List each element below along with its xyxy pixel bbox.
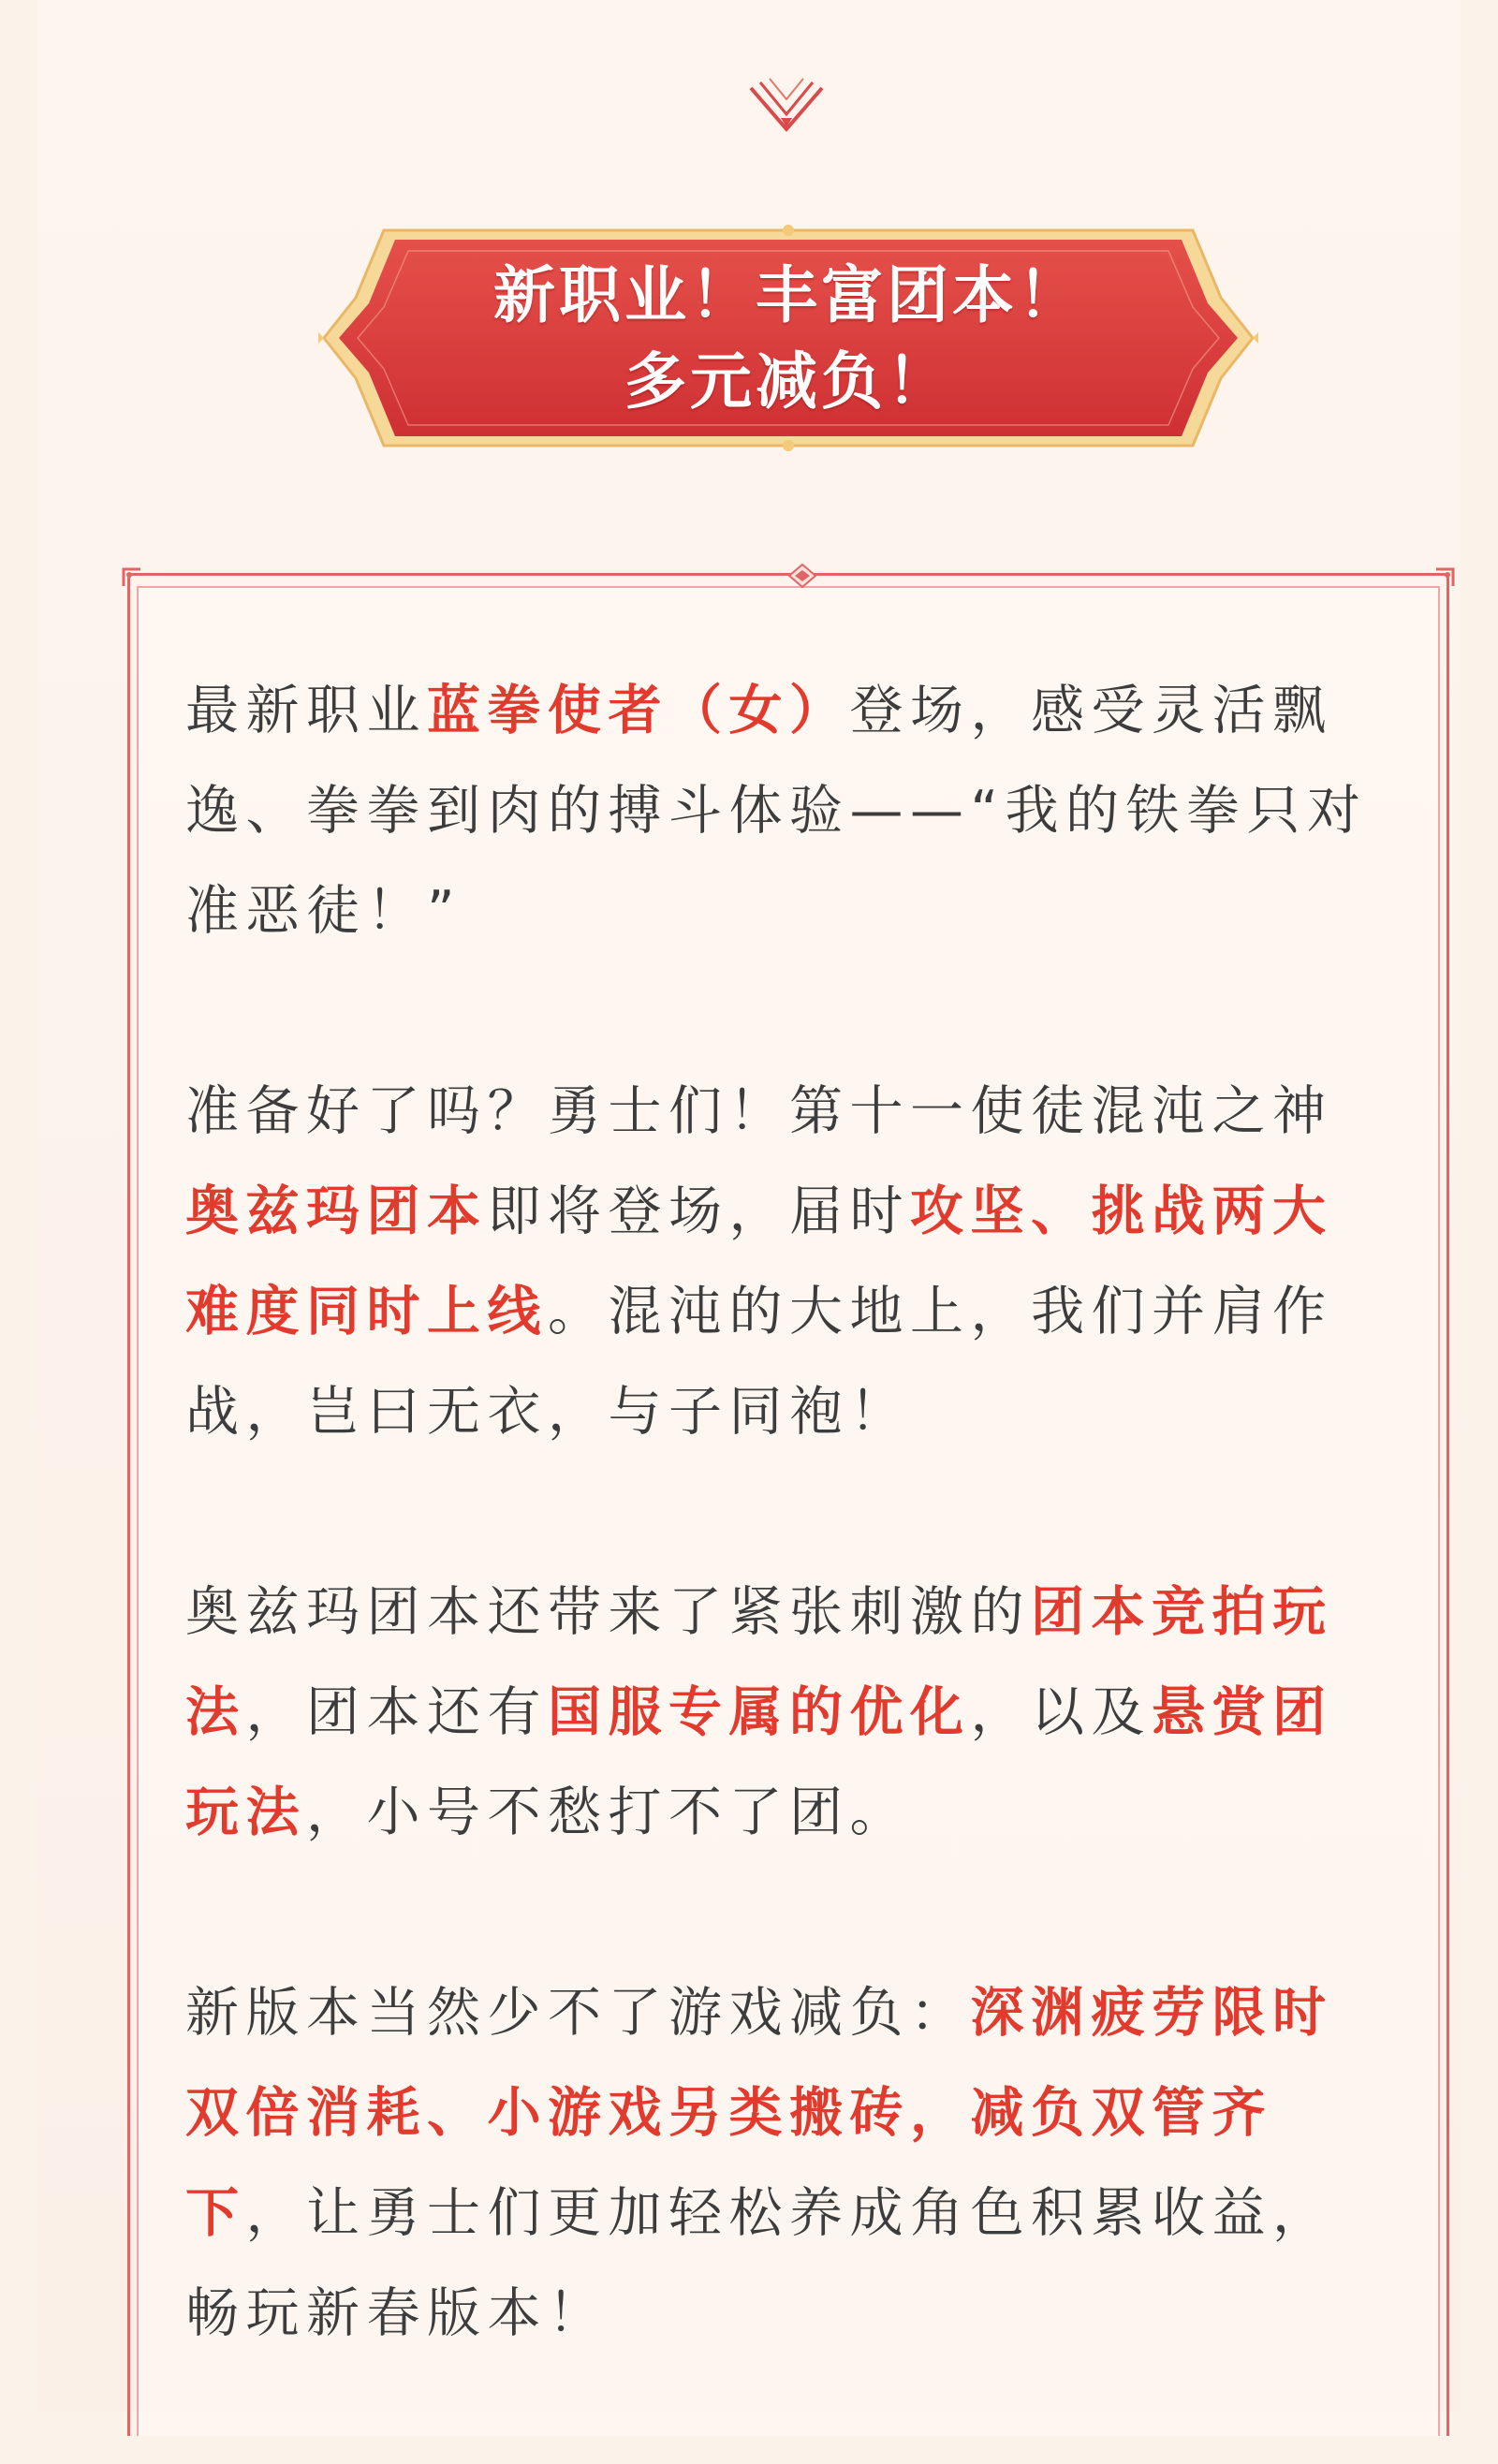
diamond-gem-icon (788, 564, 816, 588)
content-frame (127, 573, 1449, 2436)
title-banner (318, 217, 1258, 459)
frame-corner-top-right (1434, 567, 1455, 588)
text-segment: 新版本当然少不了游戏减负： (185, 1982, 971, 2044)
winged-chevron-icon (747, 75, 826, 140)
text-segment: ，让勇士们更加轻松养成角色积累收益，畅玩新春版本！ (185, 2182, 1333, 2344)
page-background (37, 0, 1461, 2412)
highlight-segment: 攻坚、挑战两大难度同时上线 (185, 1181, 1333, 1342)
text-segment: 准备好了吗？勇士们！第十一使徒混沌之神 (185, 1080, 1333, 1142)
banner-title-line-1: 新职业！丰富团本！ (493, 259, 1083, 331)
text-segment: 。混沌的大地上，我们并肩作战，岂曰无衣，与子同袍！ (185, 1281, 1333, 1443)
highlight-segment: 奥兹玛团本 (185, 1181, 488, 1242)
text-segment: ，小号不愁打不了团。 (306, 1782, 910, 1843)
highlight-segment: 悬赏团玩法 (185, 1681, 1333, 1843)
article-body (185, 661, 1384, 2464)
paragraph-raid (185, 1062, 1384, 1462)
highlight-segment: 国服专属的优化 (548, 1681, 971, 1743)
frame-corner-top-left (122, 567, 142, 588)
highlight-segment: 蓝拳使者（女） (427, 680, 850, 741)
text-segment: 登场，感受灵活飘逸、拳拳到肉的搏斗体验——“我的铁拳只对准恶徒！” (185, 680, 1368, 942)
banner-title (318, 253, 1258, 425)
text-segment: ，以及 (970, 1681, 1152, 1743)
highlight-segment: 团本竞拍玩法 (185, 1581, 1333, 1743)
text-segment: ，团本还有 (245, 1681, 548, 1743)
text-segment: 奥兹玛团本还带来了紧张刺激的 (185, 1581, 1031, 1643)
text-segment: 即将登场，届时 (487, 1181, 910, 1242)
paragraph-new-class (185, 661, 1384, 961)
paragraph-auction (185, 1562, 1384, 1863)
text-segment: 最新职业 (185, 680, 427, 741)
banner-title-line-2: 多元减负！ (624, 345, 952, 418)
highlight-segment: 深渊疲劳限时双倍消耗、小游戏另类搬砖，减负双管齐下 (185, 1982, 1333, 2244)
paragraph-burden-reduction (185, 1963, 1384, 2364)
